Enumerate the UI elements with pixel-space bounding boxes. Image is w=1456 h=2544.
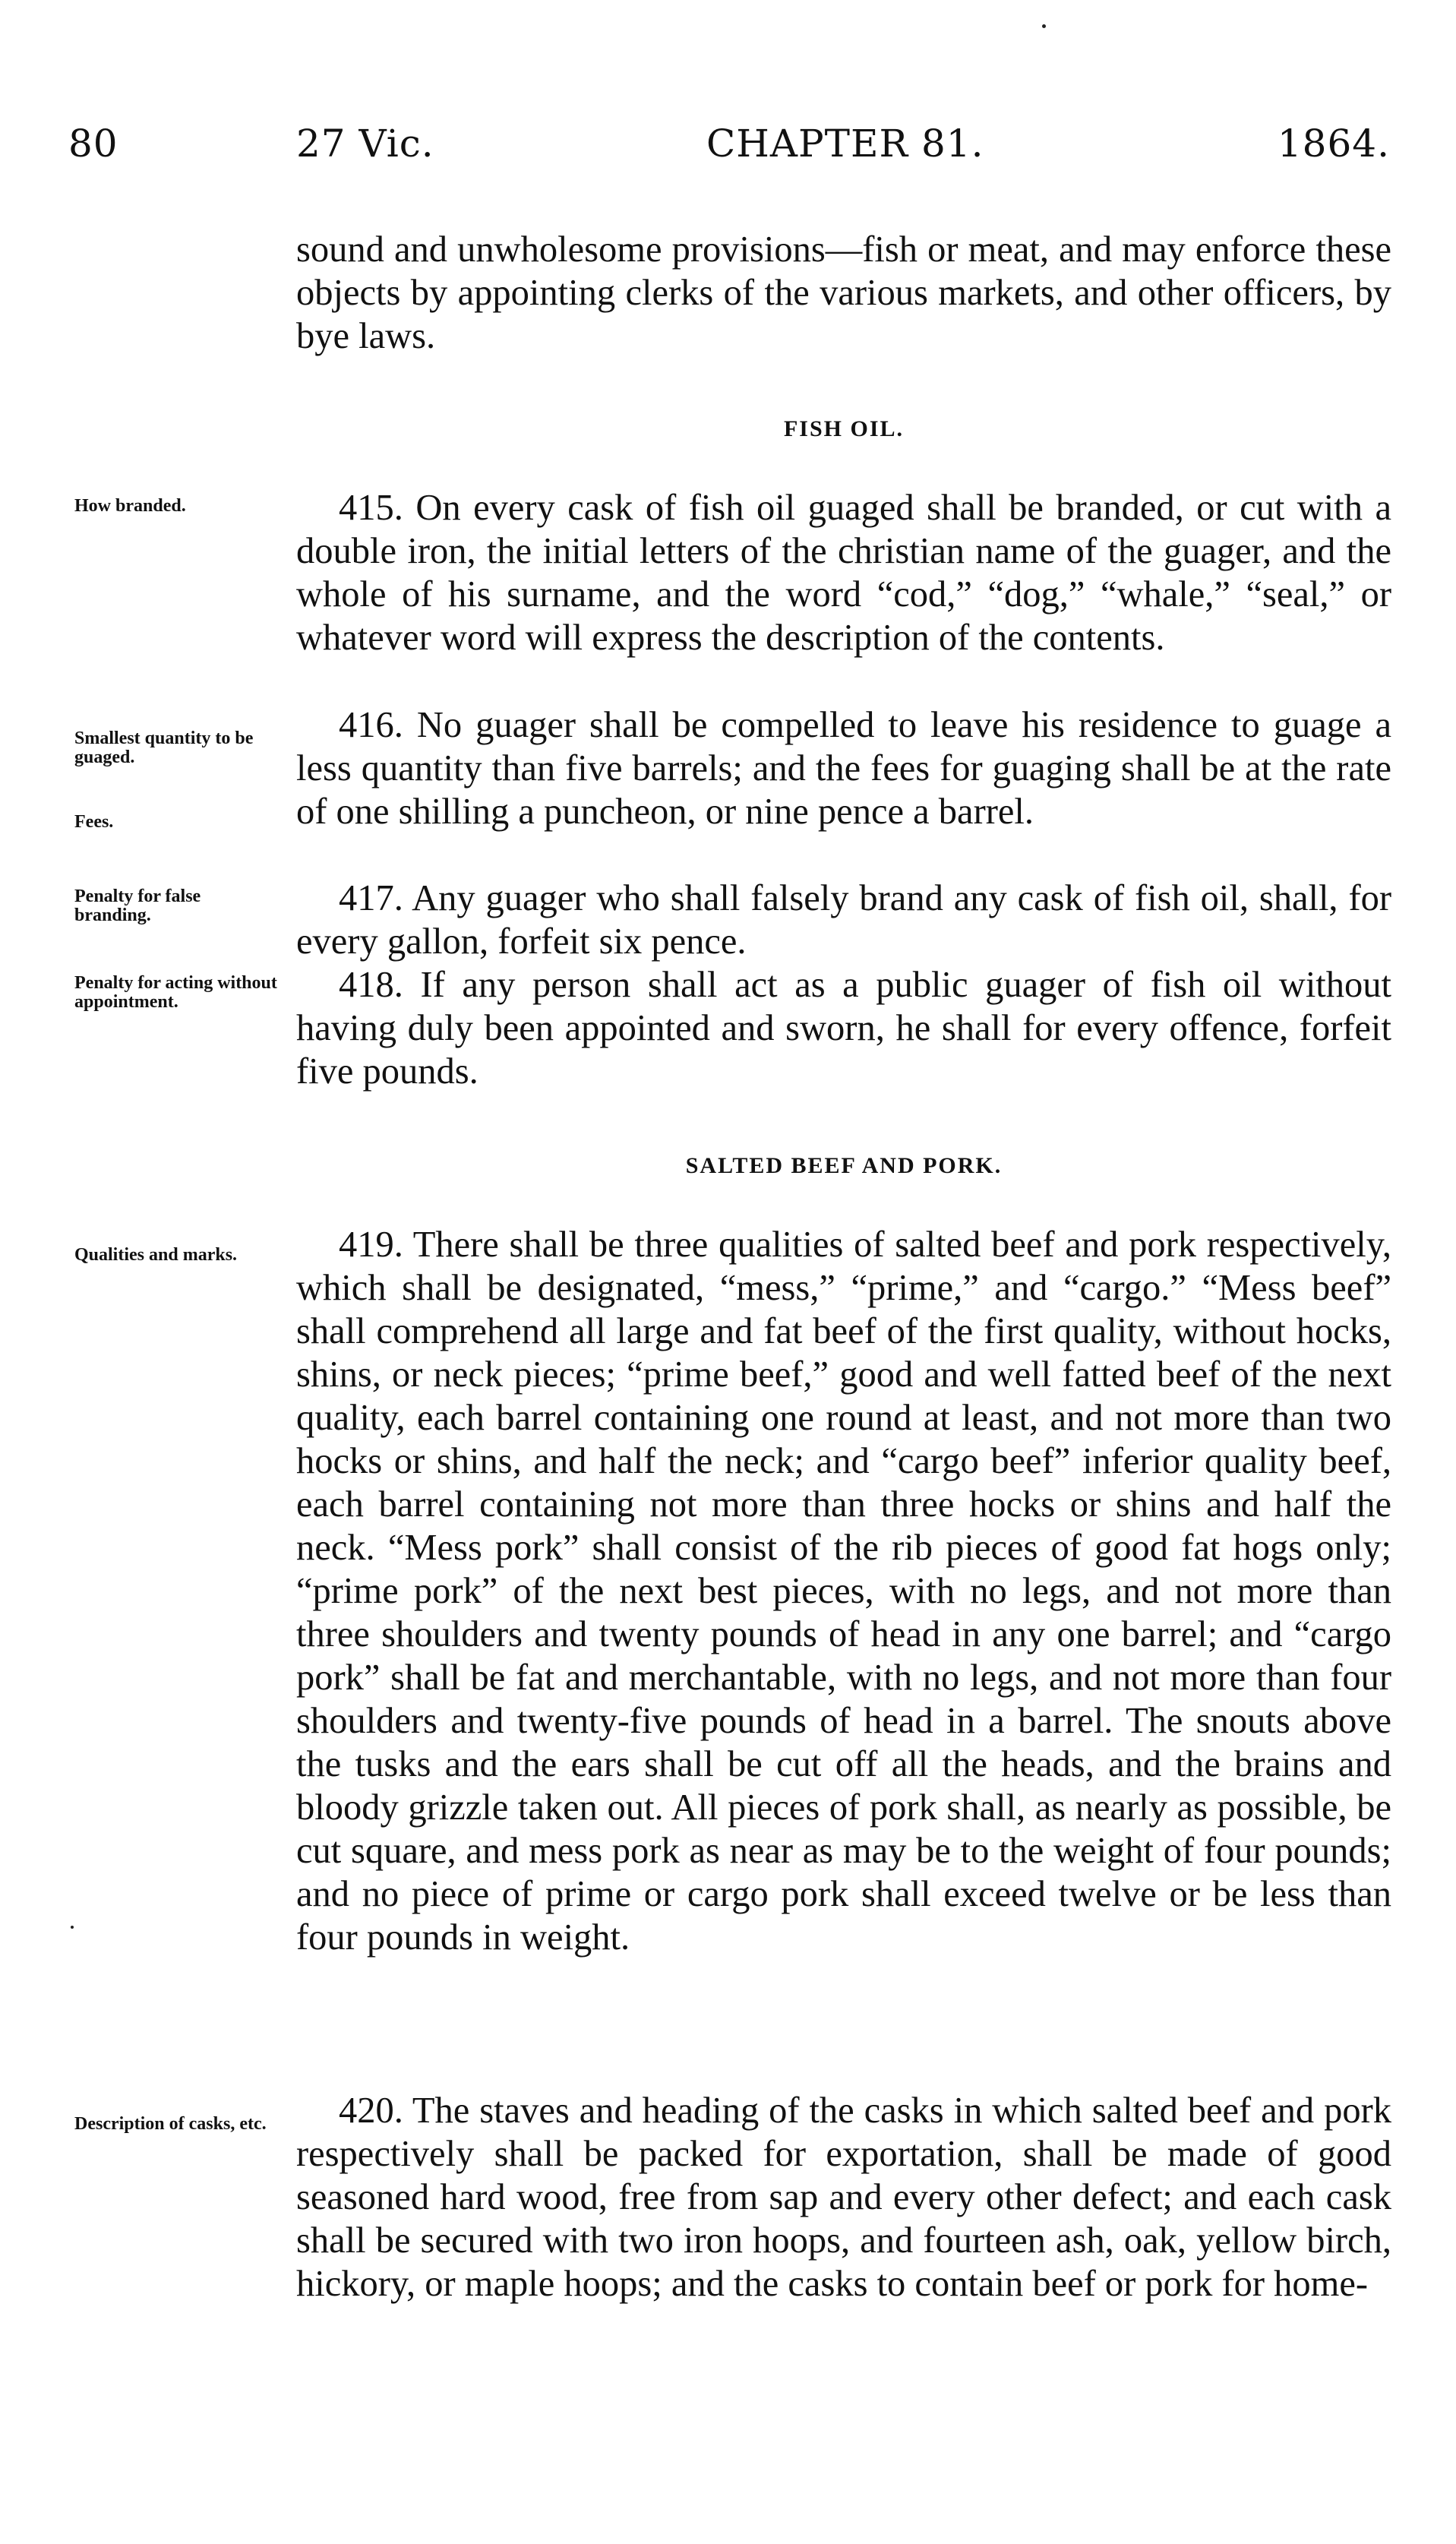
- running-header: [68, 122, 1390, 175]
- paragraph: sound and unwholesome provisions—fish or meat, and may enforce these objects by appointing clerks of the various markets, and other officers, by bye laws.: [296, 229, 1391, 356]
- sidenote-penalty-acting: Penalty for acting without appointment.: [74, 973, 277, 1012]
- sidenote-how-branded: How branded.: [74, 496, 186, 516]
- year: 1864.: [1277, 122, 1390, 166]
- paragraph: 417. Any guager who shall falsely brand any cask of fish oil, shall, for every gallon, forfeit six pence.: [296, 878, 1391, 962]
- intro-paragraph: [296, 228, 1391, 358]
- section-416: [296, 703, 1391, 833]
- section-420: [296, 2089, 1391, 2305]
- sidenote-qualities: Qualities and marks.: [74, 1245, 238, 1265]
- sidenote-smallest-quantity: Smallest quantity to be guaged.: [74, 728, 254, 767]
- paragraph: 418. If any person shall act as a public guager of fish oil without having duly been appointed and sworn, he shall for every offence, forfeit five pounds.: [296, 965, 1391, 1092]
- sidenote-description: Description of casks, etc.: [74, 2114, 267, 2134]
- section-417: [296, 877, 1391, 963]
- heading-fish-oil: FISH OIL.: [783, 416, 905, 441]
- regnal-year: 27 Vic.: [296, 122, 434, 166]
- paragraph: 415. On every cask of fish oil guaged shall be branded, or cut with a double iron, the initial letters of the christian name of the guager, and the whole of his surname, and the word “cod,” “dog,” “whale,” “seal,” or whatever word will express the description of the contents.: [296, 488, 1391, 658]
- print-speck: [71, 1926, 74, 1929]
- section-415: [296, 486, 1391, 659]
- sidenote-penalty-false-branding: Penalty for false branding.: [74, 886, 201, 925]
- heading-salted-beef-pork: SALTED BEEF AND PORK.: [685, 1153, 1003, 1178]
- sidenote-fees: Fees.: [74, 812, 114, 832]
- chapter-title: CHAPTER 81.: [706, 122, 984, 166]
- section-418: [296, 963, 1391, 1093]
- paragraph: 420. The staves and heading of the casks in which salted beef and pork respectively shall be packed for exportation, shall be made of good seasoned hard wood, free from sap and every other defect; and each cask shall be secured with two iron hoops, and fourteen ash, oak, yellow birch, hickory, or maple hoops; and the casks to contain beef or pork for home-: [296, 2091, 1391, 2304]
- page-number: 80: [68, 122, 118, 166]
- paragraph: 416. No guager shall be compelled to leave his residence to guage a less quantity than five barrels; and the fees for guaging shall be at the rate of one shilling a puncheon, or nine pence a barrel.: [296, 705, 1391, 832]
- section-419: [296, 1223, 1391, 1959]
- print-speck: [1042, 24, 1046, 28]
- paragraph: 419. There shall be three qualities of salted beef and pork respectively, which shall be designated, “mess,” “prime,” and “cargo.” “Mess beef” shall comprehend all large and fat beef of the first quality, without hocks, shins, or neck pieces; “prime beef,” good and well fatted beef of the next quality, each barrel containing one round at least, and not more than two hocks or shins, and half the neck; and “cargo beef” inferior quality beef, each barrel containing not more than three hocks or shins and half the neck. “Mess pork” shall consist of the rib pieces of good fat hogs only; “prime pork” of the next best pieces, with no legs, and not more than three shoulders and twenty pounds of head in any one barrel; and “cargo pork” shall be fat and merchantable, with no legs, and not more than four shoulders and twenty-five pounds of head in a barrel. The snouts above the tusks and the ears shall be cut off all the heads, and the brains and bloody grizzle taken out. All pieces of pork shall, as nearly as possible, be cut square, and mess pork as near as may be to the weight of four pounds; and no piece of prime or cargo pork shall exceed twelve or be less than four pounds in weight.: [296, 1225, 1391, 1958]
